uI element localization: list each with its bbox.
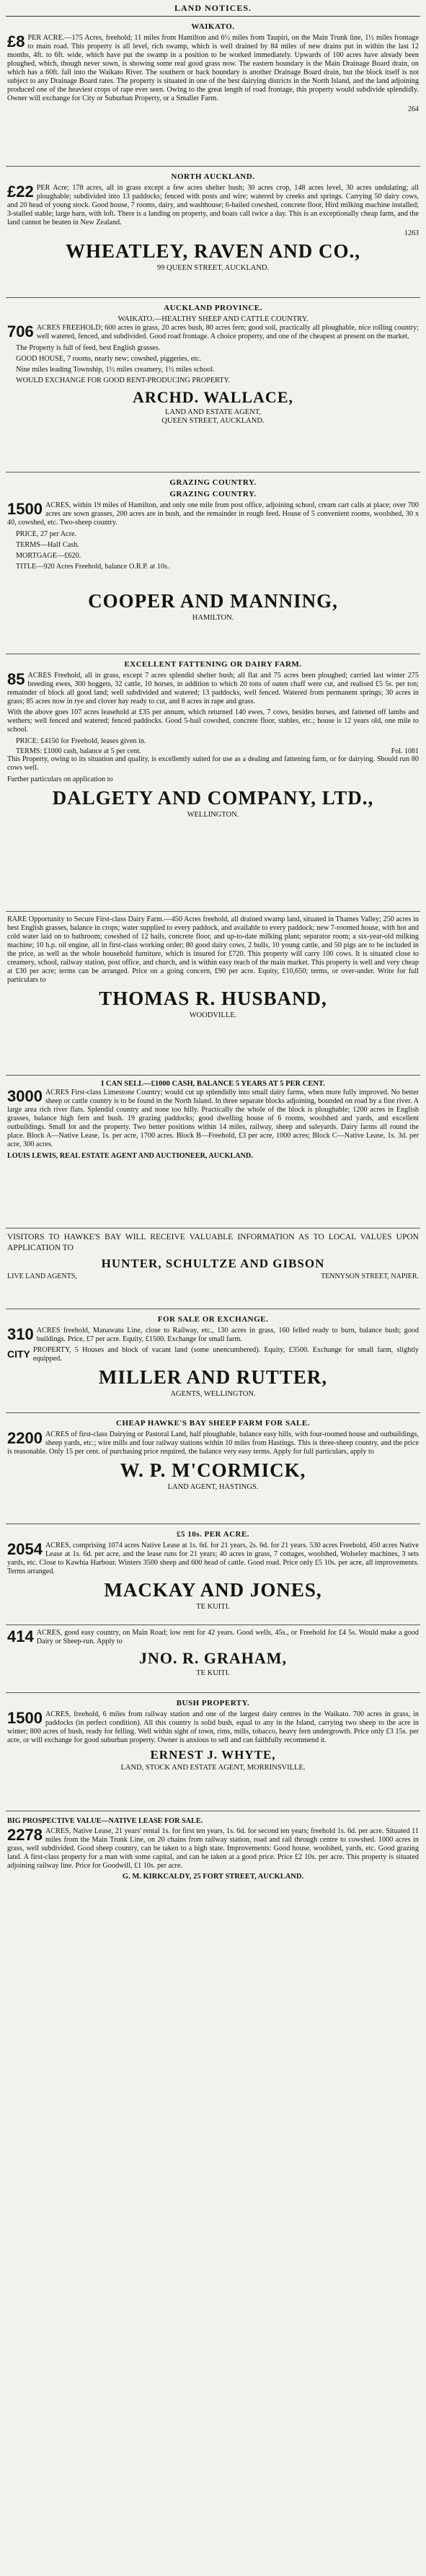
ad-tagline: I CAN SELL—£1000 CASH, BALANCE 5 YEARS AT 5 PER CENT. bbox=[101, 1080, 325, 1088]
ad-text: PER ACRE.—175 Acres, freehold; 11 miles from Hamilton and 6½ miles from Taupiri, on the Main Trunk line, 1½ miles frontage to main road. This property is all level, rich swamp, which is well drained by 84 miles of new drains put in within the last 12 months, 4ft. to 6ft. wide, which have put the swamp in a position to be worked immediately. Upwards of 100 acres have already been ploughed, which, though never sown, is showing some real good grass now. The eastern boundary is the Main Drainage Board drain, on which has a 60ft. fall into the Waikato River. The southern or back boundary is another Drainage Board drain, but the block itself is not subject to any Drainage Board rates. The property is situated in one of the best dairying districts in the North Island, and the land adjoining produced one of the heaviest crops of rape ever seen. Owing to the great length of road frontage, this property would subdivide splendidly. Owner will exchange for City or Suburban Property, or a Smaller Farm. bbox=[7, 34, 419, 102]
ad-north-auckland bbox=[6, 167, 420, 298]
ad-subhead: BUSH PROPERTY. bbox=[176, 1699, 250, 1707]
ad-subhead: EXCELLENT FATTENING OR DAIRY FARM. bbox=[124, 660, 302, 669]
ad-lead-acres: 2200 bbox=[7, 1429, 43, 1447]
ad-lead-acres: 1500 bbox=[7, 500, 43, 518]
agent-name: MACKAY AND JONES, bbox=[104, 1579, 322, 1601]
ad-main-road-farm bbox=[6, 1625, 420, 1693]
ad-tagline: BIG PROSPECTIVE VALUE—NATIVE LEASE FOR SALE. bbox=[7, 1817, 203, 1825]
ad-lead-acres: 310 bbox=[7, 1325, 34, 1343]
agent-name: W. P. M'CORMICK, bbox=[120, 1459, 306, 1481]
agent-title: LAND AND ESTATE AGENT, bbox=[164, 408, 262, 416]
ad-subhead: GRAZING COUNTRY. bbox=[169, 490, 257, 498]
ad-subhead: CHEAP HAWKE'S BAY SHEEP FARM FOR SALE. bbox=[116, 1419, 310, 1428]
ad-limestone-country bbox=[6, 1076, 420, 1228]
agent-address: AGENTS, WELLINGTON. bbox=[170, 1390, 256, 1398]
ad-subhead: NORTH AUCKLAND. bbox=[171, 172, 255, 181]
ad-body bbox=[7, 184, 419, 227]
agent-right: TENNYSON STREET, NAPIER. bbox=[321, 1272, 419, 1280]
ad-ref: 264 bbox=[408, 105, 419, 113]
ad-line: GOOD HOUSE, 7 rooms, nearly new; cowshed, piggeries, etc. bbox=[16, 355, 202, 363]
ad-text: ACRES, Native Lease, 21 years' rental 1s. for first ten years, 1s. 6d. for second ten years; freehold 1s. 6d. per acre. Situated 11 miles from the Main Trunk Line, on 20 chains from railway station, road and rail through centre to cowshed. 1000 acres in grass, well subdivided. Good sheep country, can be taken to a high state. Improvements: Good house, woolshed, yards, etc. Good grazing land. A first-class property for a man with some capital, and can be taken at a good price. Price £2 10s. per acre. This property is situated adjoining railway line. Price for Goodwill, £1 10s. per acre. bbox=[7, 1827, 419, 1870]
ad-body bbox=[7, 1827, 419, 1871]
ad-bush-property bbox=[6, 1693, 420, 1811]
ad-body bbox=[7, 1089, 419, 1149]
ad-ref: 1263 bbox=[404, 229, 419, 237]
ad-text: ACRES of first-class Dairying or Pastoral Land, half ploughable, balance easy hills, with four-roomed house and outbuildings, sheep yards, etc.; wire mills and four railway stations within 10 miles from Hastings. This is three-sheep country, and the price is reasonable. Only 15 per cent. of purchasing price required, the balance very easy terms. Apply for full particulars, apply to bbox=[7, 1430, 419, 1456]
ad-text: ACRES First-class Limestone Country; would cut up splendidly into small dairy farms, when more fully improved. No better sheep or cattle country is to be found in the North Island. In three separate blocks adjoining, bounded on road by a fine river. A large area rich river flats. Splendid country and none too hilly. Practically the whole of the block is ploughable; 1200 acres in English grasses, balance high fern and bush. 19 grazing paddocks; good dwelling house of 6 rooms, woolshed and yards, and excellent outbuildings. Small lot and the property. Two better positions within 14 miles, railway, sheep and saleyards. Dairy farms all round the place. Block A—Native Lease, 1s. per acre, 1700 acres. Block B—Freehold, £3 per acre, 1000 acres; Block C—Native Lease, 1s. 3d. per acre, 300 acres. bbox=[7, 1089, 419, 1148]
agent-line: LOUIS LEWIS, REAL ESTATE AGENT AND AUCTIONEER, AUCKLAND. bbox=[7, 1152, 253, 1160]
ad-text: PER Acre; 178 acres, all in grass except a few acres shelter bush; 30 acres crop, 148 acres level, 30 acres undulating; all ploughable; subdivided into 13 paddocks; fenced with posts and wire; watered by creeks and springs. Carrying 50 dairy cows, and 20 head of young stock. Good house, 7 rooms, dairy, and washhouse; 6-bailed cowshed, concrete floor, Hird milking machine installed; 3-stalled stable; large barn, with loft. There is a landing on property, and boats call twice a day. This is an exceptionally cheap farm, and the land cannot be beaten in New Zealand. bbox=[7, 184, 419, 227]
ad-text: ACRES freehold, Manawatu Line, close to Railway, etc., 130 acres in grass, 160 felled ready to burn, balance bush; good buildings. Price, £7 per acre. Equity, £1500. Exchange for small farm. bbox=[36, 1327, 419, 1343]
ad-body bbox=[7, 324, 419, 341]
ad-text: RARE Opportunity to Secure First-class Dairy Farm.—450 Acres freehold, all drained swamp land, situated in Thames Valley; 250 acres in best English grasses, balance in crops; water supplied to every paddock, and available to every paddock; new 7-roomed house, with hot and cold water laid on to bathroom; cowshed of 12 bails, concrete floor, and up-to-date milking plant; separator room; a six-year-old milking machine; 10 h.p. oil engine, all in first-class working order; 80 good dairy cows, 2 bulls, 10 young cattle, and 50 pigs are to be included in the price, as well as the whole household furniture, which is insured for £720. This property will carry 100 cows. It is situated close to creamery, school, railway station, post office, and church, and is within easy reach of the main market. This property is well and very cheap at £30 per acre; terms can be arranged. Price on a going concern, £90 per acre. Equity, £10,650; terms, or over-under. Write for full particulars to bbox=[7, 915, 419, 984]
ad-lead-acres: 706 bbox=[7, 322, 34, 340]
ad-body-3: This Property, owing to its situation and quality, is excellently suited for use as a dealing and fattening farm, or for dairying. Should run 80 cows well. bbox=[7, 755, 419, 772]
ad-waikato bbox=[6, 17, 420, 167]
ad-terms: TERMS: £1000 cash, balance at 5 per cent. bbox=[16, 747, 141, 755]
agent-address: TE KUITI. bbox=[196, 1603, 230, 1611]
ad-body-2: With the above goes 107 acres leasehold at £35 per annum, which returned 140 ewes, 7 cows, besides horses, and fattened off lambs and wethers; well fenced and watered; fenced paddocks. Good 5-bail cowshed, concrete floor, stables, etc.; house is 12 years old, one mile to school. bbox=[7, 708, 419, 734]
ad-body bbox=[7, 672, 419, 706]
ad-body bbox=[7, 1430, 419, 1456]
ad-body bbox=[7, 34, 419, 103]
ad-native-lease-kawhia bbox=[6, 1524, 420, 1625]
agent-address: 99 QUEEN STREET, AUCKLAND. bbox=[156, 264, 270, 272]
ad-hawkes-bay-sheep-farm bbox=[6, 1413, 420, 1524]
ad-text: ACRES, comprising 1074 acres Native Lease at 1s. 6d. for 21 years, 2s. 6d. for 21 years. 530 acres Freehold, 450 acres Native Lease at 1s. 6d. per acre, and the lease runs for 21 years; 40 acres in grass, 7 cottages, woolshed, Wolseley machines, 3 sets yards, etc. Close to Kawhia Harbour. Winters 3500 sheep and 600 head of cattle. Good road. Price only £5 10s. per acre, all improvements. Terms arranged. bbox=[7, 1542, 419, 1575]
ad-exchange-note: WOULD EXCHANGE FOR GOOD RENT-PRODUCING PROPERTY. bbox=[16, 377, 231, 384]
ad-thames-valley-dairy bbox=[6, 912, 420, 1076]
ad-dairy-farm bbox=[6, 654, 420, 912]
agent-address-row bbox=[7, 1272, 419, 1280]
ad-text-2: PROPERTY, 5 Houses and block of vacant land (some unencumbered). Equity, £3500. Exchange for small farm, slightly equipped. bbox=[32, 1346, 419, 1363]
land-notices-page bbox=[6, 0, 420, 2576]
ad-text: ACRES, good easy country, on Main Road; low rent for 42 years. Good wells, 45s., or Freehold for £4 5s. Would make a good Dairy or Sheep-run. Apply to bbox=[36, 1629, 419, 1645]
ad-further: Further particulars on application to bbox=[7, 775, 113, 783]
ad-lead-price: £8 bbox=[7, 32, 25, 50]
ad-lead-acres: 2278 bbox=[7, 1826, 43, 1844]
ad-price: PRICE: £4150 for Freehold, leases given in. bbox=[16, 737, 146, 745]
ad-line: Nine miles leading Township, 1½ miles creamery, 1½ miles school. bbox=[16, 366, 215, 374]
ad-lead-acres: 85 bbox=[7, 670, 25, 688]
agent-name: HUNTER, SCHULTZE AND GIBSON bbox=[101, 1257, 325, 1270]
ad-body-2 bbox=[7, 1346, 419, 1363]
ad-native-lease-for-sale bbox=[6, 1811, 420, 1886]
ad-body bbox=[7, 501, 419, 527]
ad-terms-row bbox=[7, 747, 419, 755]
agent-address: QUEEN STREET, AUCKLAND. bbox=[161, 417, 265, 425]
ad-subhead: AUCKLAND PROVINCE. bbox=[164, 304, 262, 312]
agent-name: ERNEST J. WHYTE, bbox=[150, 1748, 276, 1762]
ad-lead-acres: 1500 bbox=[7, 1709, 43, 1727]
ad-hawkes-bay-visitors bbox=[6, 1228, 420, 1309]
ad-text: ACRES, freehold, 6 miles from railway station and one of the largest dairy centres in the Waikato. 700 acres in grass, in paddocks (in perfect condition). All this country is solid bush, equal to any in the Island, carrying two sheep to the acre in winter; 800 acres of bush, ready for felling. Well within sight of town, rims, mills, tobacco, heavy fern undergrowth. Price only £3 15s. per acre, or will exchange for good suburban property. Owner is anxious to sell and can faithfully recommend it. bbox=[7, 1710, 419, 1744]
ad-sale-or-exchange bbox=[6, 1309, 420, 1413]
agent-name: MILLER AND RUTTER, bbox=[98, 1366, 328, 1388]
ad-subhead: WAIKATO. bbox=[191, 22, 235, 31]
ad-lead-price: £22 bbox=[7, 183, 34, 201]
agent-name: WHEATLEY, RAVEN AND CO., bbox=[65, 240, 361, 262]
ad-folio: Fol. 1081 bbox=[391, 747, 419, 755]
ad-lead-acres: 414 bbox=[7, 1627, 34, 1645]
ad-text: ACRES, within 19 miles of Hamilton, and only one mile from post office, adjoining school, cream cart calls at place; over 700 acres are sown grasses, 200 acres are in bush, and the remainder in rough feed. House of 5 convenient rooms, woolshed, 30 x 40, cowshed, etc. Two-sheep country. bbox=[7, 501, 419, 527]
ad-text: ACRES FREEHOLD; 600 acres in grass, 20 acres bush, 80 acres fern; good soil, practically all ploughable, nice rolling country; well watered, fenced, and subdivided. Good road frontage. A choice property, and one of the cheapest at present on the market. bbox=[36, 324, 419, 340]
ad-body bbox=[7, 1327, 419, 1344]
ad-body bbox=[7, 1629, 419, 1646]
agent-address: WELLINGTON. bbox=[187, 811, 239, 819]
ad-subhead: GRAZING COUNTRY. bbox=[169, 478, 257, 487]
ad-price: PRICE, 27 per Acre. bbox=[16, 530, 77, 538]
ad-mortgage: MORTGAGE—£620. bbox=[16, 552, 81, 560]
agent-address: LAND, STOCK AND ESTATE AGENT, MORRINSVILLE. bbox=[120, 1764, 306, 1772]
ad-subhead: £5 10s. PER ACRE. bbox=[176, 1530, 250, 1539]
ad-grazing-country bbox=[6, 472, 420, 654]
ad-auckland-province bbox=[6, 298, 420, 472]
ad-lead-acres: 2054 bbox=[7, 1540, 43, 1558]
agent-address: WOODVILLE. bbox=[189, 1011, 237, 1019]
agent-address: TE KUITI. bbox=[196, 1669, 230, 1677]
ad-body bbox=[7, 1542, 419, 1576]
agent-line: G. M. KIRKCALDY, 25 FORT STREET, AUCKLAND. bbox=[122, 1873, 304, 1881]
ad-lead-city: CITY bbox=[7, 1348, 30, 1360]
agent-name: JNO. R. GRAHAM, bbox=[138, 1649, 288, 1667]
agent-name: DALGETY AND COMPANY, LTD., bbox=[52, 787, 374, 809]
ad-subhead: FOR SALE OR EXCHANGE. bbox=[157, 1315, 269, 1324]
ad-text: VISITORS TO HAWKE'S BAY WILL RECEIVE VALUABLE INFORMATION AS TO LOCAL VALUES UPON APPLICATION TO bbox=[7, 1233, 419, 1252]
ad-title: TITLE—920 Acres Freehold, balance O.R.P. at 10s. bbox=[16, 563, 169, 571]
ad-tagline: WAIKATO.—HEALTHY SHEEP AND CATTLE COUNTRY. bbox=[117, 315, 309, 323]
agent-name: COOPER AND MANNING, bbox=[88, 590, 338, 612]
agent-name: THOMAS R. HUSBAND, bbox=[99, 988, 327, 1009]
ad-text: ACRES Freehold, all in grass, except 7 acres splendid shelter bush; all flat and 75 acres been ploughed; carried last winter 275 breeding ewes, 300 hoggets, 32 cattle, 10 horses, in addition to which 20 tons of oaten chaff were cut, and realised £5 5s. per ton; remainder of block all good land; well subdivided and watered; 13 paddocks, well fenced. Watered from permanent springs; 30 acres in grass; 85 acres now in rye and clover hay ready to cut, and 8 acres in rape and grass. bbox=[7, 672, 419, 705]
ad-body bbox=[7, 1710, 419, 1745]
ad-terms: TERMS—Half Cash. bbox=[16, 541, 79, 549]
column-header: LAND NOTICES. bbox=[6, 0, 420, 17]
agent-address: HAMILTON. bbox=[192, 614, 234, 622]
agent-address: LAND AGENT, HASTINGS. bbox=[167, 1483, 259, 1491]
ad-line: The Property is full of feed, best English grasses. bbox=[16, 344, 161, 352]
agent-left: LIVE LAND AGENTS, bbox=[7, 1272, 77, 1280]
agent-name: ARCHD. WALLACE, bbox=[132, 388, 293, 406]
ad-lead-acres: 3000 bbox=[7, 1087, 43, 1105]
